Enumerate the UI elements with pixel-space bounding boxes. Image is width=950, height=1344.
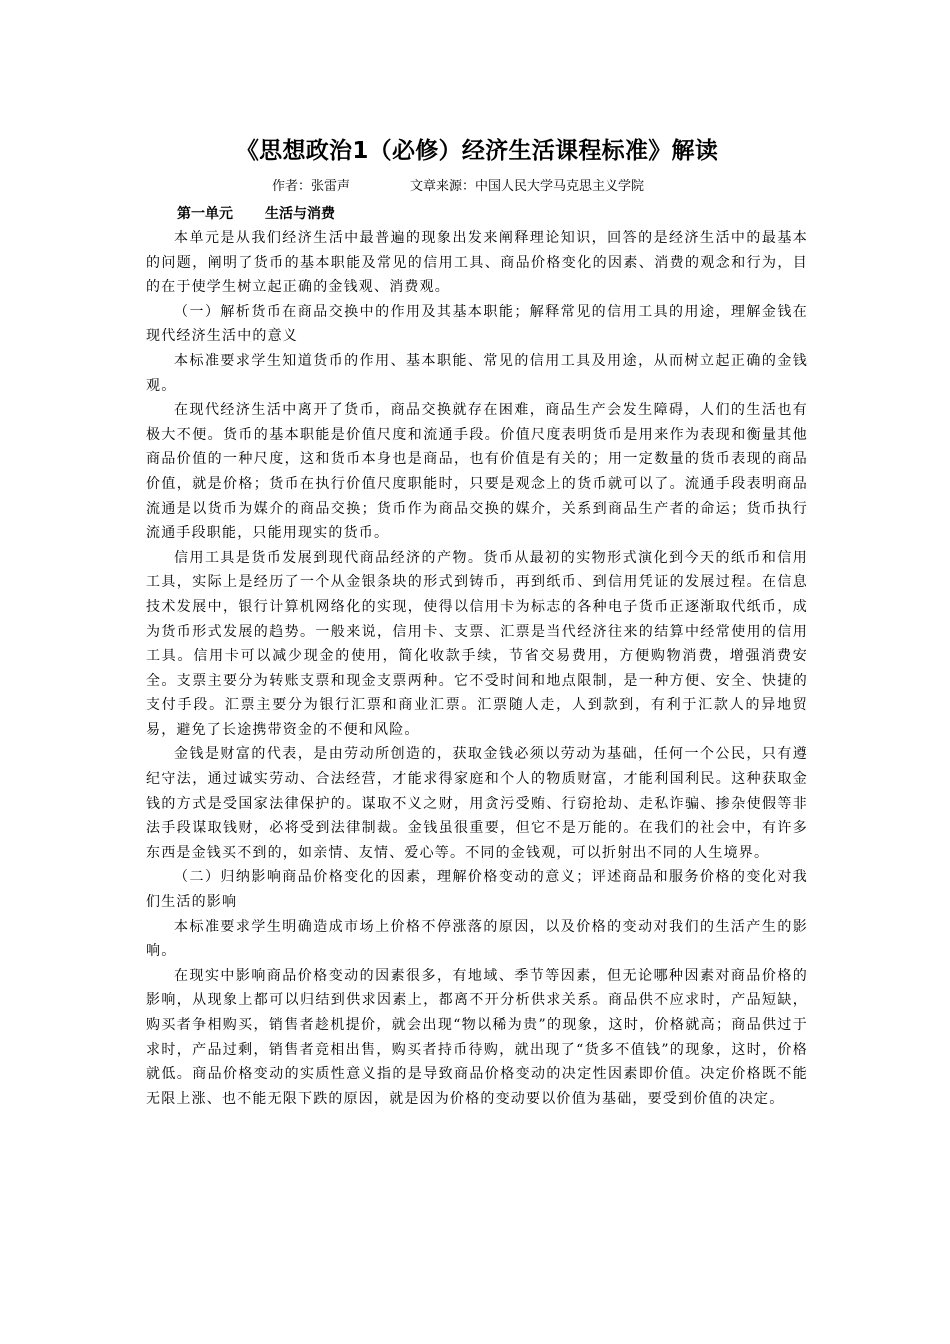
document-body [146,226,808,1111]
paragraph: 在现实中影响商品价格变动的因素很多，有地域、季节等因素，但无论哪种因素对商品价格的影响，从现象上都可以归结到供求因素上，都离不开分析供求关系。商品供不应求时，产品短缺，购买者争相购买，销售者趁机提价，就会出现“物以稀为贵”的现象，这时，价格就高；商品供过于求时，产品过剩，销售者竞相出售，购买者持币待购，就出现了“货多不值钱”的现象，这时，价格就低。商品价格变动的实质性意义指的是导致商品价格变动的决定性因素即价值。决定价格既不能无限上涨、也不能无限下跌的原因，就是因为价格的变动要以价值为基础，要受到价值的决定。 [146,967,808,1107]
unit-label: 第一单元 [177,206,233,222]
source-line: 文章来源：中国人民大学马克思主义学院 [410,179,645,194]
paragraph: （二）归纳影响商品价格变化的因素，理解价格变动的意义；评述商品和服务价格的变化对我们生活的影响 [146,869,808,911]
byline [272,177,644,197]
unit-title: 生活与消费 [265,206,335,222]
unit-heading [177,203,335,225]
author-line: 作者：张雷声 [272,179,351,194]
document-title: 《思想政治1（必修）经济生活课程标准》解读 [235,138,719,164]
paragraph: 本标准要求学生知道货币的作用、基本职能、常见的信用工具及用途，从而树立起正确的金钱观。 [146,352,808,394]
paragraph: 信用工具是货币发展到现代商品经济的产物。货币从最初的实物形式演化到今天的纸币和信用工具，实际上是经历了一个从金银条块的形式到铸币，再到纸币、到信用凭证的发展过程。在信息技术发展中，银行计算机网络化的实现，使得以信用卡为标志的各种电子货币正逐渐取代纸币，成为货币形式发展的趋势。一般来说，信用卡、支票、汇票是当代经济往来的结算中经常使用的信用工具。信用卡可以减少现金的使用，简化收款手续，节省交易费用，方便购物消费，增强消费安全。支票主要分为转账支票和现金支票两种。它不受时间和地点限制，是一种方便、安全、快捷的支付手段。汇票主要分为银行汇票和商业汇票。汇票随人走，人到款到，有利于汇款人的异地贸易，避免了长途携带资金的不便和风险。 [146,549,808,738]
paragraph: 金钱是财富的代表，是由劳动所创造的，获取金钱必须以劳动为基础，任何一个公民，只有遵纪守法，通过诚实劳动、合法经营，才能求得家庭和个人的物质财富，才能利国利民。这种获取金钱的方式是受国家法律保护的。谋取不义之财，用贪污受贿、行窃抢劫、走私诈骗、掺杂使假等非法手段谋取钱财，必将受到法律制裁。金钱虽很重要，但它不是万能的。在我们的社会中，有许多东西是金钱买不到的，如亲情、友情、爱心等。不同的金钱观，可以折射出不同的人生境界。 [146,746,808,861]
paragraph: 本标准要求学生明确造成市场上价格不停涨落的原因，以及价格的变动对我们的生活产生的影响。 [146,918,808,960]
paragraph: （一）解析货币在商品交换中的作用及其基本职能；解释常见的信用工具的用途，理解金钱在现代经济生活中的意义 [146,303,808,345]
paragraph: 在现代经济生活中离开了货币，商品交换就存在困难，商品生产会发生障碍，人们的生活也有极大不便。货币的基本职能是价值尺度和流通手段。价值尺度表明货币是用来作为表现和衡量其他商品价值的一种尺度，这和货币本身也是商品，也有价值是有关的；用一定数量的货币表现的商品价值，就是价格；货币在执行价值尺度职能时，只要是观念上的货币就可以了。流通手段表明商品流通是以货币为媒介的商品交换；货币作为商品交换的媒介，关系到商品生产者的命运；货币执行流通手段职能，只能用现实的货币。 [146,402,808,542]
paragraph: 本单元是从我们经济生活中最普遍的现象出发来阐释理论知识，回答的是经济生活中的最基本的问题，阐明了货币的基本职能及常见的信用工具、商品价格变化的因素、消费的观念和行为，目的在于使学生树立起正确的金钱观、消费观。 [146,230,808,296]
